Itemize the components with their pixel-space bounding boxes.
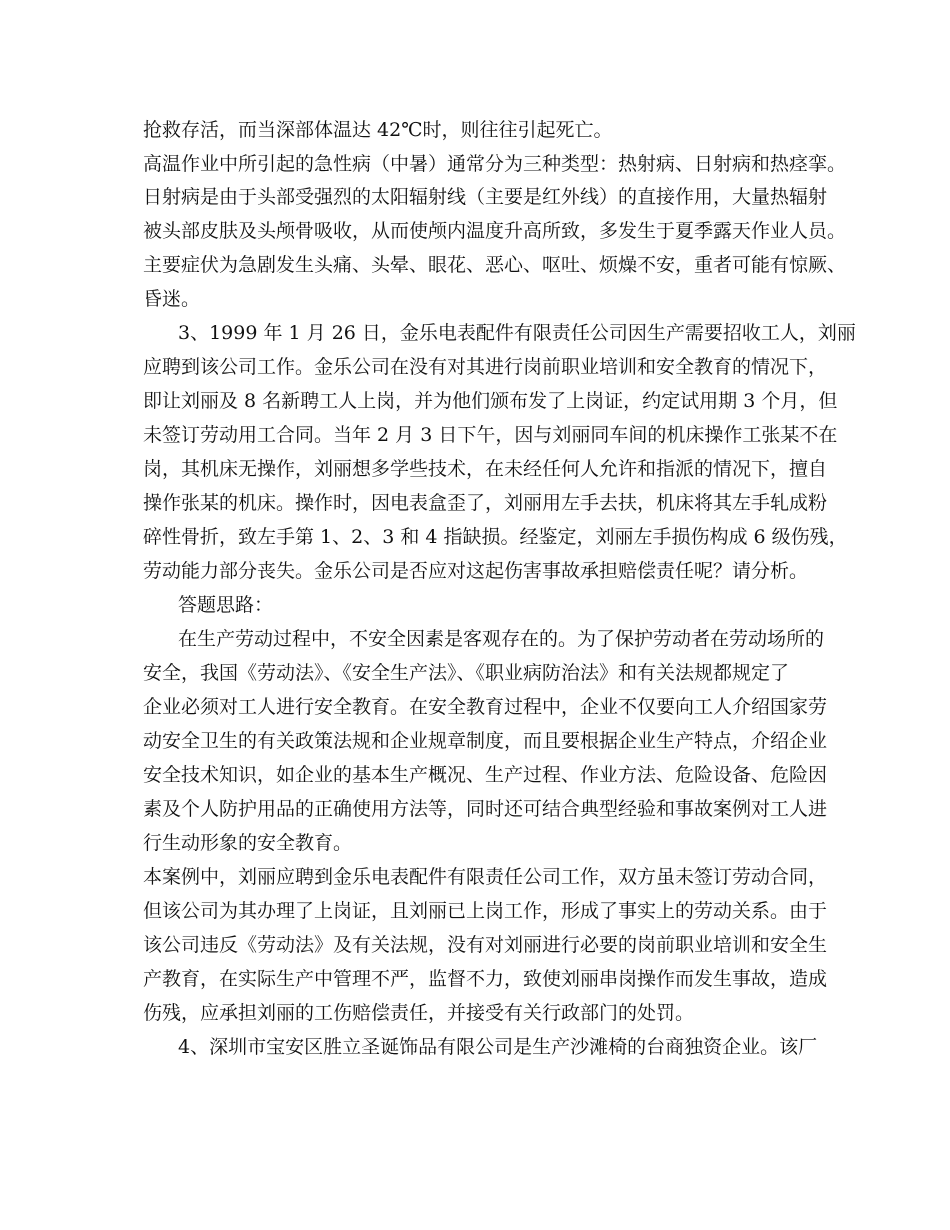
text-line: 岗，其机床无操作，刘丽想多学些技术，在未经任何人允许和指派的情况下，擅自 [143,458,828,480]
answer-heading: 答题思路： [178,594,274,616]
text-line: 昏迷。 [143,288,201,310]
text-line: 应聘到该公司工作。金乐公司在没有对其进行岗前职业培训和安全教育的情况下， [143,356,828,378]
text-line: 安全，我国《劳动法》、《安全生产法》、《职业病防治法》和有关法规都规定了 [143,662,790,684]
text-line: 但该公司为其办理了上岗证，且刘丽已上岗工作，形成了事实上的劳动关系。由于 [143,900,828,922]
text-line: 主要症伏为急剧发生头痛、头晕、眼花、恶心、呕吐、烦燥不安，重者可能有惊厥、 [143,254,847,276]
text-line: 伤残，应承担刘丽的工伤赔偿责任，并接受有关行政部门的处罚。 [143,1002,695,1024]
paragraph-start-line: 在生产劳动过程中，不安全因素是客观存在的。为了保护劳动者在劳动场所的 [178,628,825,650]
text-line: 行生动形象的安全教育。 [143,832,353,854]
text-line: 素及个人防护用品的正确使用方法等，同时还可结合典型经验和事故案例对工人进 [143,798,828,820]
text-line: 安全技术知识，如企业的基本生产概况、生产过程、作业方法、危险设备、危险因 [143,764,828,786]
text-line: 企业必须对工人进行安全教育。在安全教育过程中，企业不仅要向工人介绍国家劳 [143,696,828,718]
text-line: 被头部皮肤及头颅骨吸收，从而使颅内温度升高所致，多发生于夏季露天作业人员。 [143,220,847,242]
paragraph-start-line: 3、1999 年 1 月 26 日，金乐电表配件有限责任公司因生产需要招收工人，刘丽 [178,322,856,344]
paragraph-start-line: 4、深圳市宝安区胜立圣诞饰品有限公司是生产沙滩椅的台商独资企业。该厂 [178,1036,818,1058]
text-line: 动安全卫生的有关政策法规和企业规章制度，而且要根据企业生产特点，介绍企业 [143,730,828,752]
text-line: 日射病是由于头部受强烈的太阳辐射线（主要是红外线）的直接作用，大量热辐射 [143,186,828,208]
text-line: 碎性骨折，致左手第 1、2、3 和 4 指缺损。经鉴定，刘丽左手损伤构成 6 级伤残， [143,526,848,548]
text-line: 该公司违反《劳动法》及有关法规，没有对刘丽进行必要的岗前职业培训和安全生 [143,934,828,956]
text-line: 即让刘丽及 8 名新聘工人上岗，并为他们颁布发了上岗证，约定试用期 3 个月，但 [143,390,838,412]
text-line: 高温作业中所引起的急性病（中暑）通常分为三种类型：热射病、日射病和热痉挛。 [143,153,847,175]
text-line: 未签订劳动用工合同。当年 2 月 3 日下午，因与刘丽同车间的机床操作工张某不在 [143,424,838,446]
text-line: 产教育，在实际生产中管理不严，监督不力，致使刘丽串岗操作而发生事故，造成 [143,968,828,990]
text-line: 抢救存活，而当深部体温达 42℃时，则往往引起死亡。 [143,119,613,141]
text-line: 操作张某的机床。操作时，因电表盒歪了，刘丽用左手去扶，机床将其左手轧成粉 [143,492,828,514]
text-line: 本案例中，刘丽应聘到金乐电表配件有限责任公司工作，双方虽未签订劳动合同， [143,866,828,888]
text-line: 劳动能力部分丧失。金乐公司是否应对这起伤害事故承担赔偿责任呢？请分析。 [143,560,809,582]
